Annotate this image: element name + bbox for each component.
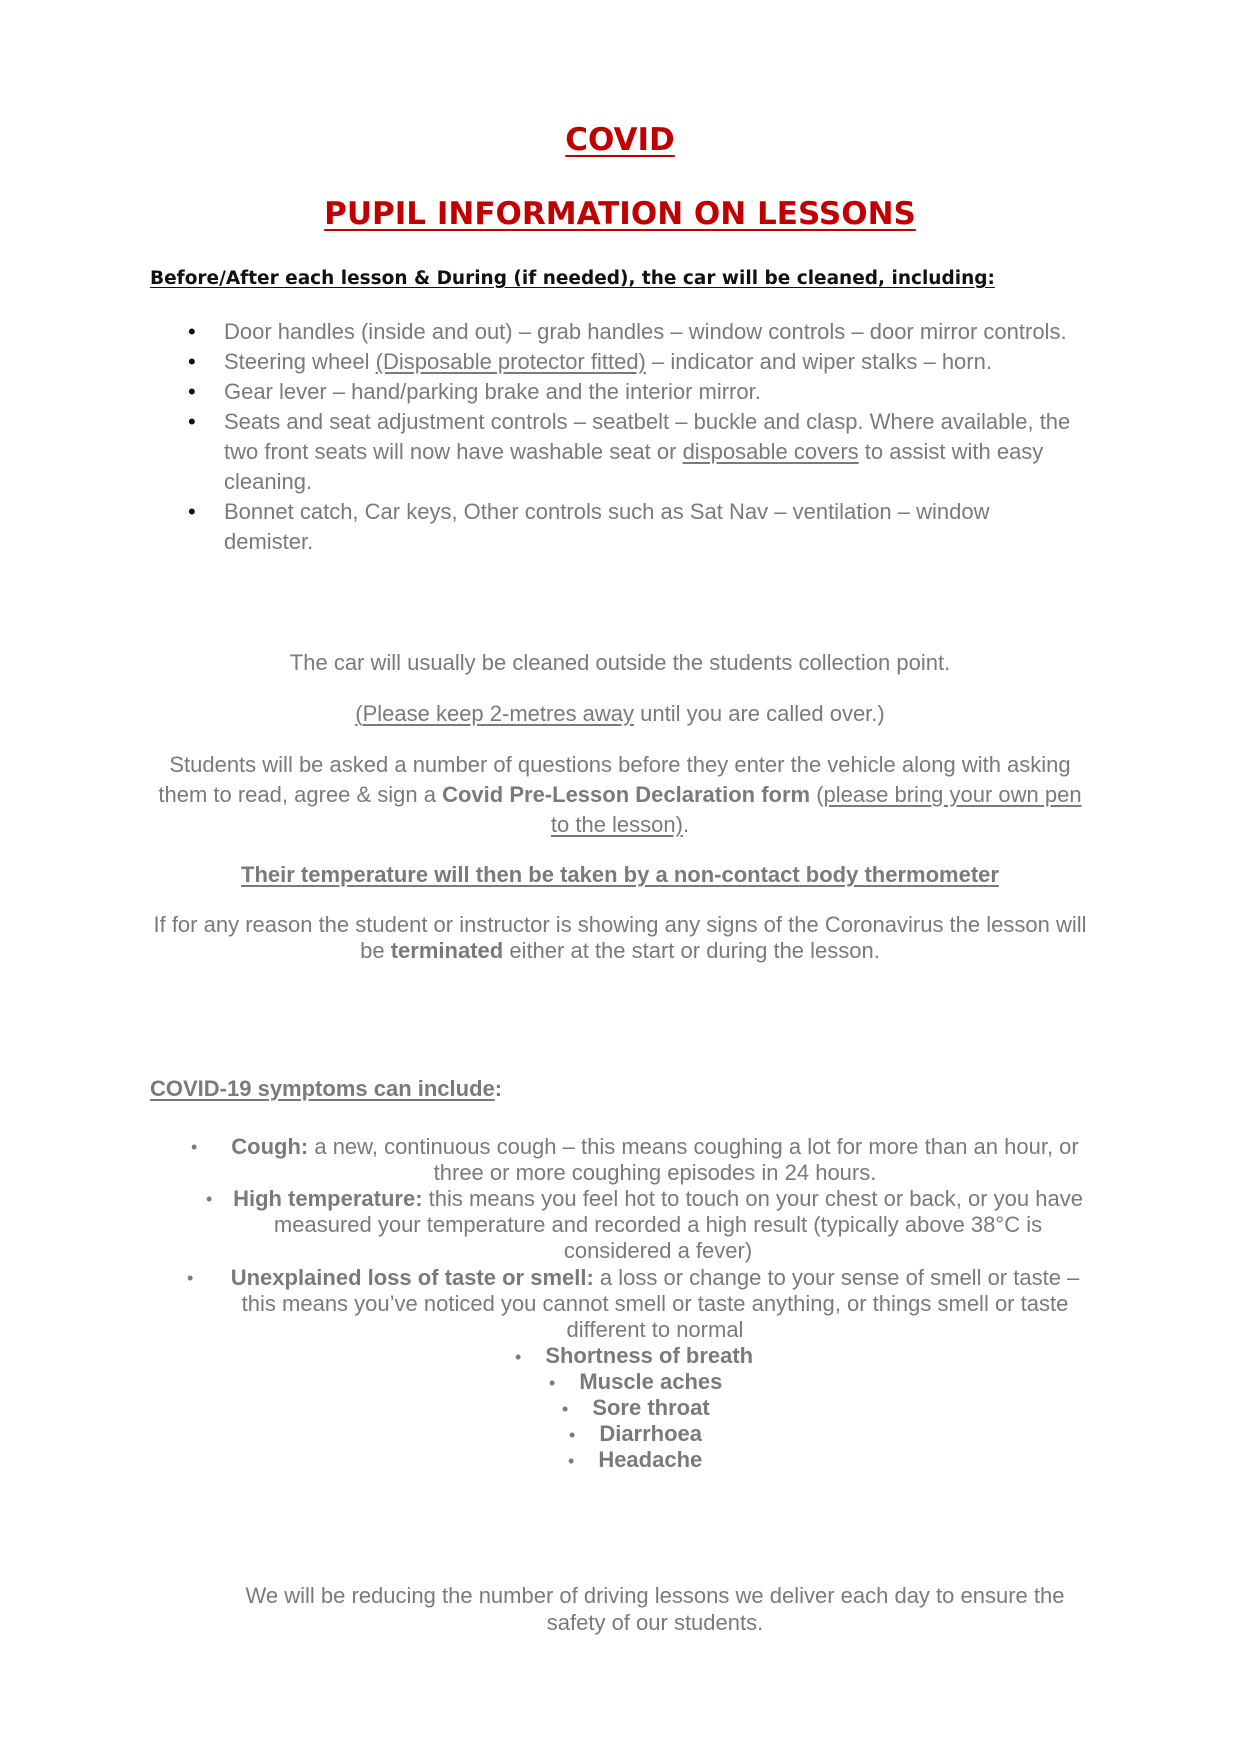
page-title: COVID (565, 122, 675, 158)
cleaning-heading: Before/After each lesson & During (if needed), the car will be cleaned, including: (150, 268, 995, 289)
cleaned-outside-note: The car will usually be cleaned outside the students collection point. (289, 650, 951, 675)
list-item (150, 347, 1080, 377)
keep-away-note (150, 699, 1090, 729)
list-item (549, 1369, 722, 1396)
list-item (150, 377, 1080, 407)
item-text: – indicator and wiper stalks – horn. (645, 349, 992, 374)
keep-away-text: Please keep 2-metres away (362, 701, 635, 726)
list-item (568, 1447, 702, 1474)
bullet-icon: • (568, 1451, 575, 1471)
list-item (515, 1343, 753, 1370)
symptom-text: this means you feel hot to touch on your chest or back, or you have measured your temperature and recorded a high result (typically above 38°C is considered a fever) (273, 1186, 1083, 1263)
symptom-loss-of-taste (187, 1265, 1085, 1343)
temperature-note: Their temperature will then be taken by a non-contact body thermometer (241, 862, 999, 887)
item-text: to assist with easy cleaning. (224, 439, 1044, 494)
bring-pen-text: please bring your own pen to the lesson) (550, 782, 1082, 837)
bullet-icon: • (569, 1425, 576, 1445)
disposable-protector-text: (Disposable protector fitted) (375, 349, 646, 374)
symptom-item: Shortness of breath (545, 1343, 754, 1368)
symptom-cough (191, 1134, 1085, 1186)
disposable-covers-text: disposable covers (682, 439, 859, 464)
reason-text: If for any reason the student or instructor is showing any signs of the Coronavirus the lesson will be (153, 912, 1087, 963)
symptom-item: Sore throat (592, 1395, 710, 1420)
cleaning-list (150, 317, 1080, 557)
bullet-icon: • (562, 1399, 569, 1419)
keep-away-rest: until you are called over.) (634, 701, 885, 726)
symptom-text: a loss or change to your sense of smell or taste – this means you’ve noticed you cannot smell or taste anything, or things smell or taste different to normal (241, 1265, 1080, 1342)
symptoms-heading-colon: : (494, 1076, 503, 1101)
list-item (569, 1421, 702, 1448)
students-mid: ( (810, 782, 824, 807)
symptom-label: Cough: (231, 1134, 309, 1159)
bullet-icon: • (187, 1268, 194, 1288)
item-text: Bonnet catch, Car keys, Other controls such as Sat Nav – ventilation – window demister. (224, 499, 990, 554)
item-text: Steering wheel (224, 349, 376, 374)
declaration-form-text: Covid Pre-Lesson Declaration form (442, 782, 811, 807)
page-subtitle: PUPIL INFORMATION ON LESSONS (324, 196, 916, 232)
bullet-icon: • (515, 1347, 522, 1367)
students-text: Students will be asked a number of questions before they enter the vehicle along with asking them to read, agree & sign a (158, 752, 1071, 807)
item-text: Gear lever – hand/parking brake and the interior mirror. (224, 379, 761, 404)
item-text: Door handles (inside and out) – grab handles – window controls – door mirror controls. (224, 319, 1067, 344)
symptom-item: Headache (598, 1447, 703, 1472)
symptoms-heading (150, 1076, 502, 1102)
list-item (150, 317, 1080, 347)
symptom-label: High temperature: (233, 1186, 423, 1211)
symptoms-heading-text: COVID-19 symptoms can include (150, 1076, 495, 1101)
termination-note (150, 912, 1090, 964)
students-end: . (682, 812, 690, 837)
bullet-icon: • (549, 1373, 556, 1393)
list-item (150, 497, 1080, 557)
terminated-text: terminated (390, 938, 504, 963)
keep-away-open: ( (355, 701, 363, 726)
list-item (562, 1395, 710, 1422)
list-item (150, 407, 1080, 497)
bullet-icon: • (206, 1189, 213, 1209)
reason-text: either at the start or during the lesson. (503, 938, 880, 963)
item-text: Seats and seat adjustment controls – seatbelt – buckle and clasp. Where available, the two front seats will now have washable seat or (224, 409, 1071, 464)
closing-note: We will be reducing the number of driving lessons we deliver each day to ensure the safety of our students. (245, 1583, 1065, 1635)
bullet-icon: • (191, 1137, 198, 1157)
symptom-label: Unexplained loss of taste or smell: (230, 1265, 594, 1290)
symptom-item: Muscle aches (579, 1369, 723, 1394)
symptom-high-temperature (206, 1186, 1088, 1264)
symptom-text: a new, continuous cough – this means coughing a lot for more than an hour, or three or more coughing episodes in 24 hours. (308, 1134, 1079, 1185)
students-questions-note (150, 750, 1090, 840)
symptom-item: Diarrhoea (599, 1421, 703, 1446)
